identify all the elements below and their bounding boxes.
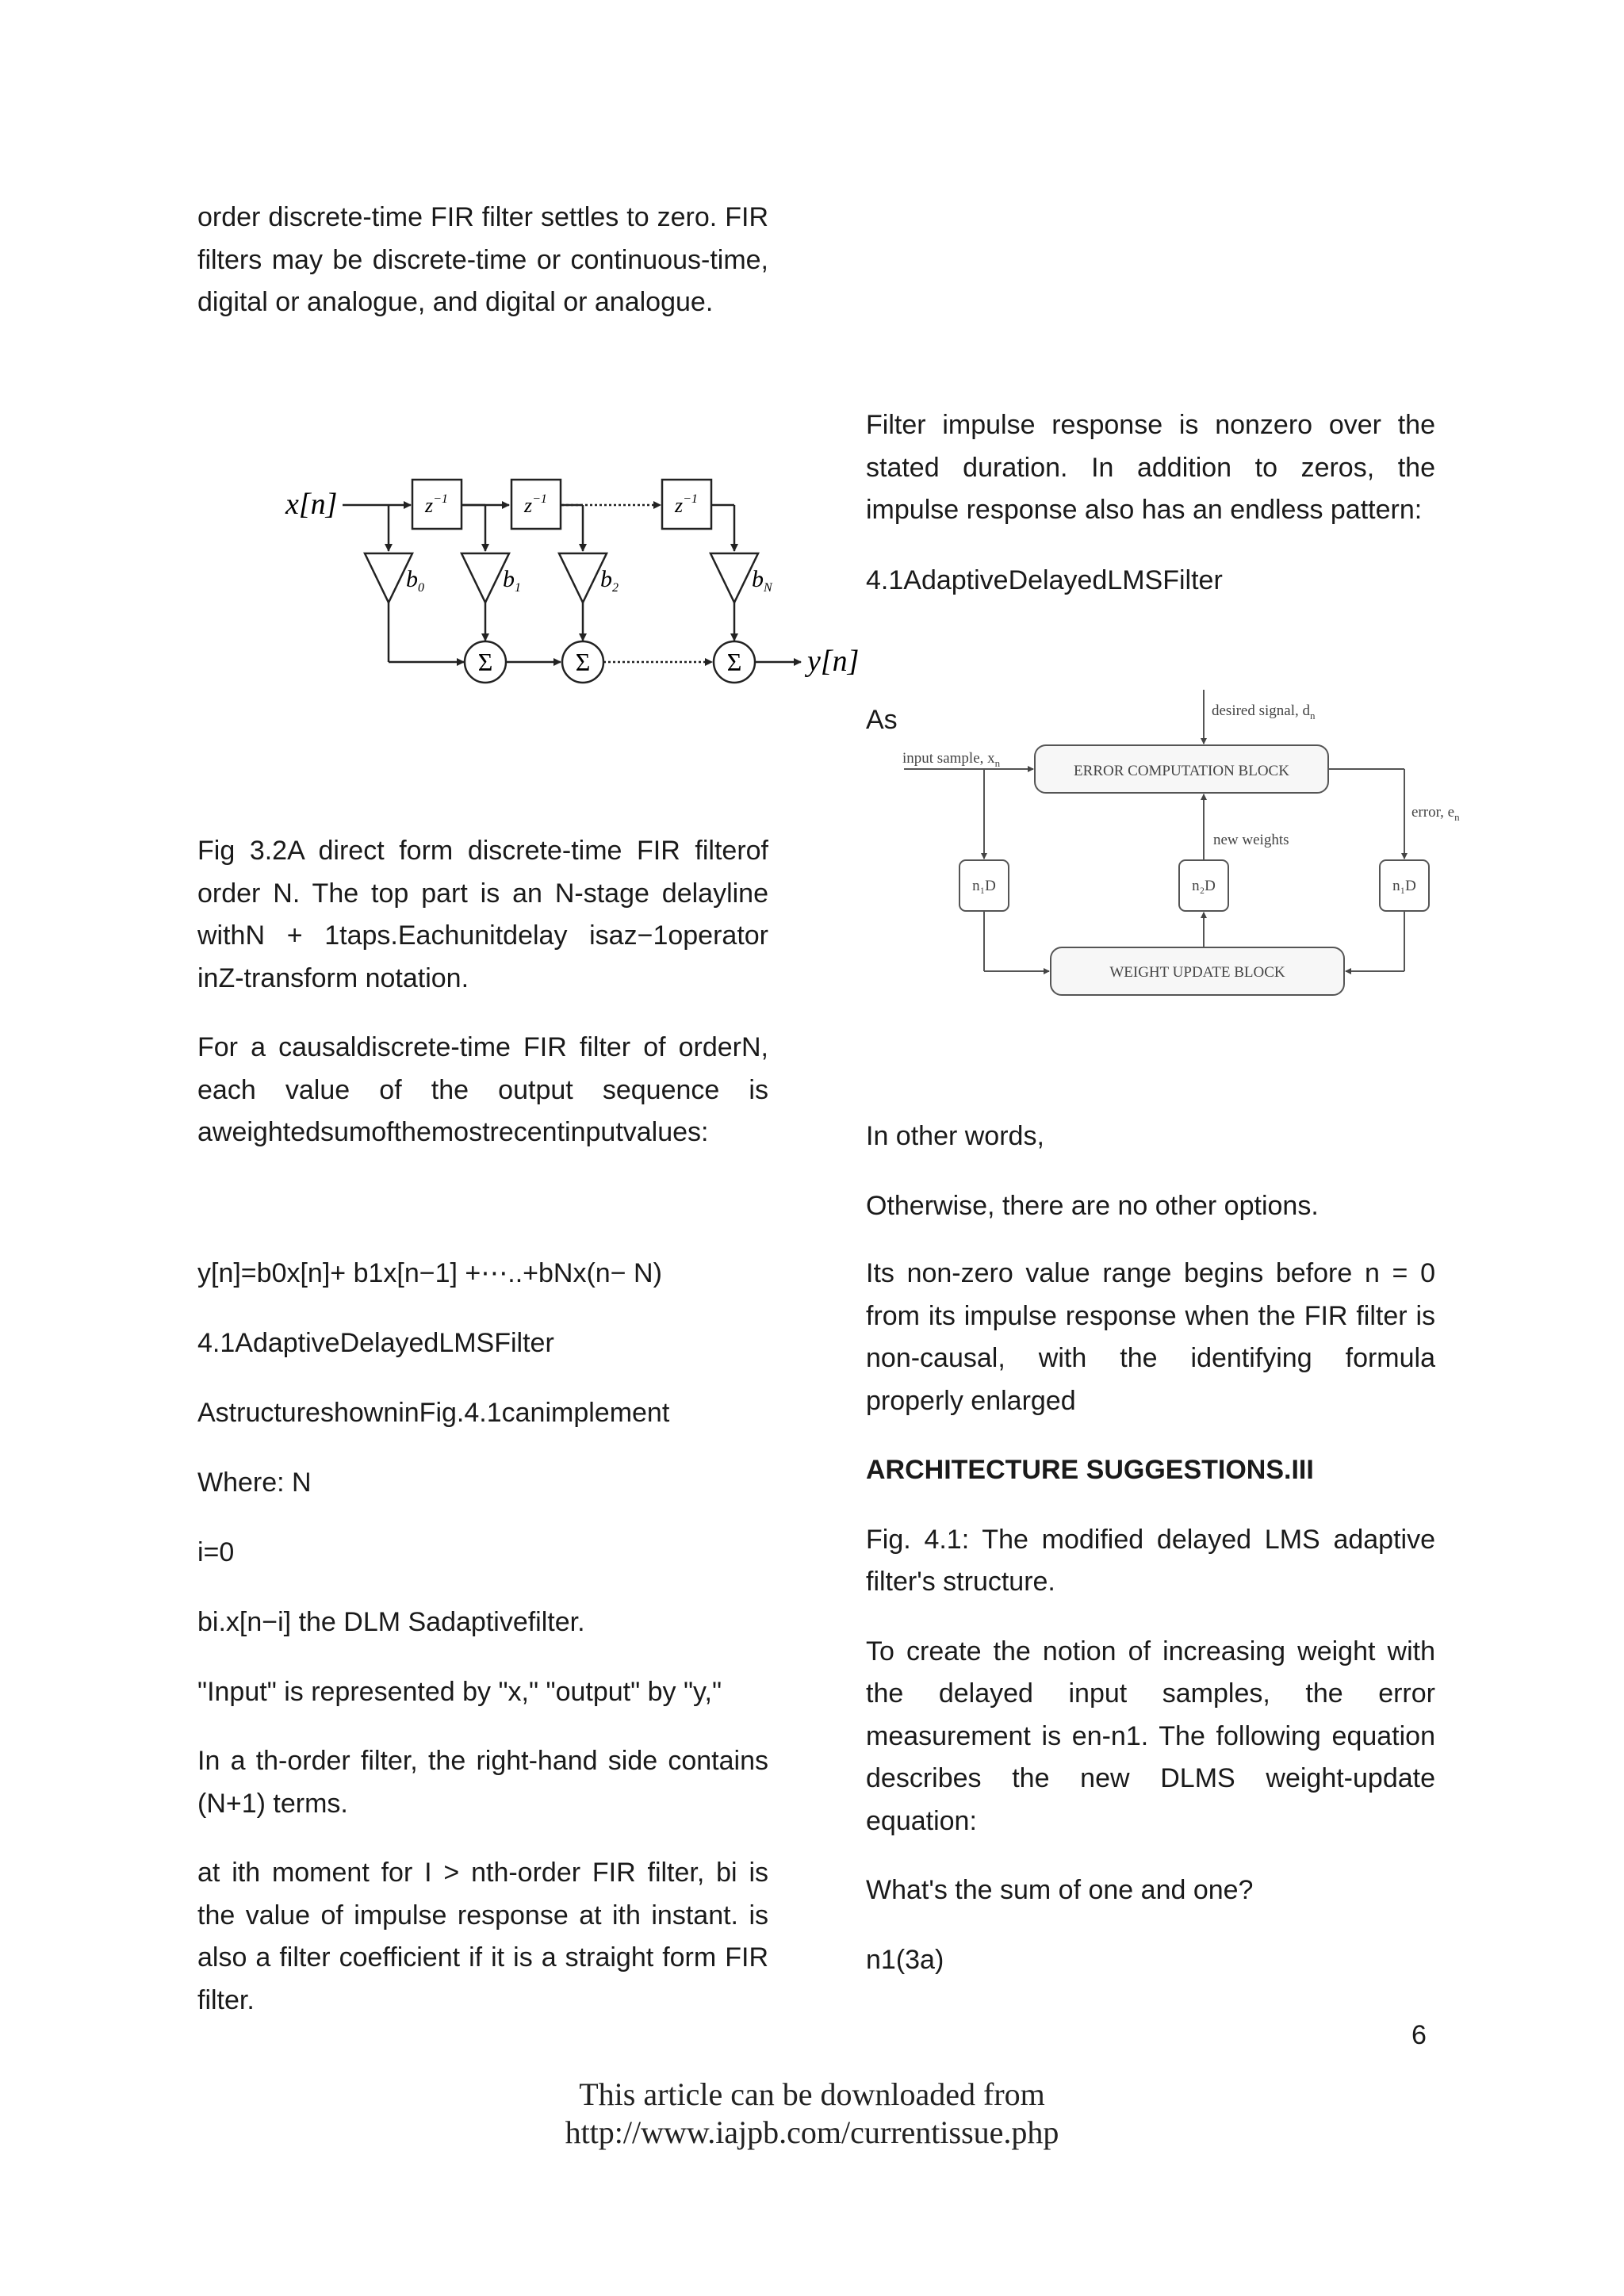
- svg-text:z−1: [424, 492, 448, 517]
- page-number: 6: [1411, 2020, 1427, 2050]
- delay-symbol: z: [675, 494, 684, 517]
- weight-paragraph: To create the notion of increasing weight with the delayed input samples, the error measurement is en-n1. The following equation describes the new DLMS weight-update equation:: [866, 1636, 1435, 1836]
- error-label: error, e: [1411, 804, 1455, 821]
- svg-text:z−1: [523, 492, 547, 517]
- delay-symbol: z: [425, 494, 434, 517]
- tap-subscript: 1: [515, 581, 521, 595]
- where-line: Where: N: [197, 1468, 312, 1498]
- footer-line-1: This article can be downloaded from: [579, 2076, 1045, 2112]
- new-weights-label: new weights: [1213, 832, 1289, 848]
- weight-block-label: WEIGHT UPDATE BLOCK: [1109, 964, 1285, 981]
- tap-label: b: [406, 566, 418, 592]
- svg-text:b1: [503, 566, 521, 595]
- svg-text:bN: [752, 566, 773, 595]
- sum-symbol: Σ: [726, 648, 742, 676]
- svg-text:input sample, xn: [902, 750, 1001, 769]
- right-column-body: [866, 1253, 1435, 2008]
- tap-subscript: 0: [418, 581, 424, 595]
- tap-subscript: N: [764, 581, 772, 595]
- delay-right-label: n₁D: [1392, 878, 1416, 894]
- desired-signal-sub: n: [1310, 710, 1316, 721]
- tap-label: b: [600, 566, 612, 592]
- intro-text: order discrete-time FIR filter settles to zero. FIR filters may be discrete-time or continuous-time, digital or analogue, and digital or analogue.: [197, 202, 768, 317]
- footer-url[interactable]: http://www.iajpb.com/currentissue.php: [565, 2114, 1059, 2150]
- otherwise-line: Otherwise, there are no other options.: [866, 1191, 1319, 1221]
- left-heading-41: 4.1AdaptiveDelayedLMSFilter: [197, 1328, 554, 1358]
- delay-exponent: −1: [532, 492, 547, 506]
- tap-label: b: [752, 566, 764, 592]
- desired-signal-label: desired signal, d: [1212, 702, 1311, 719]
- intro-paragraph: [197, 197, 768, 351]
- svg-text:b2: [600, 566, 619, 595]
- moment-paragraph: at ith moment for I > nth-order FIR filter, bi is the value of impulse response at ith instant. is also a filter coefficient if it is a straight form FIR filter.: [197, 1858, 768, 2015]
- structure-line: AstructureshowninFig.4.1canimplement: [197, 1398, 670, 1428]
- order-paragraph: In a th-order filter, the right-hand side contains (N+1) terms.: [197, 1746, 768, 1819]
- svg-text:error, en: [1411, 804, 1460, 823]
- input-sample-label: input sample, x: [902, 750, 995, 767]
- gain-triangle: [462, 553, 509, 603]
- fir-filter-diagram: [278, 468, 880, 706]
- bi-line: bi.x[n−i] the DLM Sadaptivefilter.: [197, 1607, 585, 1637]
- tap-subscript: 2: [612, 581, 619, 595]
- delay-exponent: −1: [683, 492, 698, 506]
- noncausal-paragraph: Its non-zero value range begins before n = 0 from its impulse response when the FIR filter is non-causal, with the identifying formula properly enlarged: [866, 1258, 1435, 1416]
- sum-symbol: Σ: [575, 648, 591, 676]
- architecture-heading: ARCHITECTURE SUGGESTIONS.III: [866, 1455, 1314, 1485]
- delay-mid-label: n₂D: [1192, 878, 1216, 894]
- sum-question: What's the sum of one and one?: [866, 1875, 1254, 1905]
- dlms-block-diagram: [888, 690, 1483, 1015]
- fir-equation: y[n]=b0x[n]+ b1x[n−1] +⋯..+bNx(n− N): [197, 1258, 662, 1288]
- gain-triangle: [365, 553, 412, 603]
- left-column-body: [197, 830, 768, 1181]
- right-heading-41: 4.1AdaptiveDelayedLMSFilter: [866, 565, 1223, 595]
- svg-text:b0: [406, 566, 424, 595]
- tap-label: b: [503, 566, 515, 592]
- svg-text:desired signal, dn: [1212, 702, 1316, 721]
- delay-symbol: z: [524, 494, 533, 517]
- impulse-paragraph: Filter impulse response is nonzero over the stated duration. In addition to zeros, the impulse response also has an endless pattern:: [866, 410, 1435, 525]
- error-label-sub: n: [1454, 811, 1460, 823]
- input-sample-sub: n: [994, 757, 1001, 769]
- fig41-caption: Fig. 4.1: The modified delayed LMS adaptive filter's structure.: [866, 1524, 1435, 1597]
- i-line: i=0: [197, 1537, 235, 1567]
- svg-text:z−1: [674, 492, 698, 517]
- figure-caption: Fig 3.2A direct form discrete-time FIR filterof order N. The top part is an N-stage delayline withN + 1taps.Eachunitdelay isaz−1operator inZ-transform notation.: [197, 836, 768, 993]
- input-output-line: "Input" is represented by "x," "output" by "y,": [197, 1677, 722, 1707]
- truncated-text: As: [866, 705, 898, 735]
- delay-left-label: n₁D: [972, 878, 996, 894]
- fir-input-label: x[n]: [285, 488, 338, 521]
- equation-label: n1(3a): [866, 1944, 944, 1975]
- causal-paragraph: For a causaldiscrete-time FIR filter of orderN, each value of the output sequence is aweightedsumofthemostrecentinputvalues:: [197, 1032, 768, 1147]
- delay-exponent: −1: [433, 492, 448, 506]
- error-block-label: ERROR COMPUTATION BLOCK: [1074, 763, 1289, 779]
- gain-triangle: [559, 553, 607, 603]
- sum-symbol: Σ: [477, 648, 493, 676]
- right-column-top: [866, 404, 1435, 559]
- fir-output-label: y[n]: [807, 645, 860, 678]
- left-column-bottom: [197, 1740, 768, 2049]
- other-words-line: In other words,: [866, 1121, 1044, 1151]
- gain-triangle: [710, 553, 758, 603]
